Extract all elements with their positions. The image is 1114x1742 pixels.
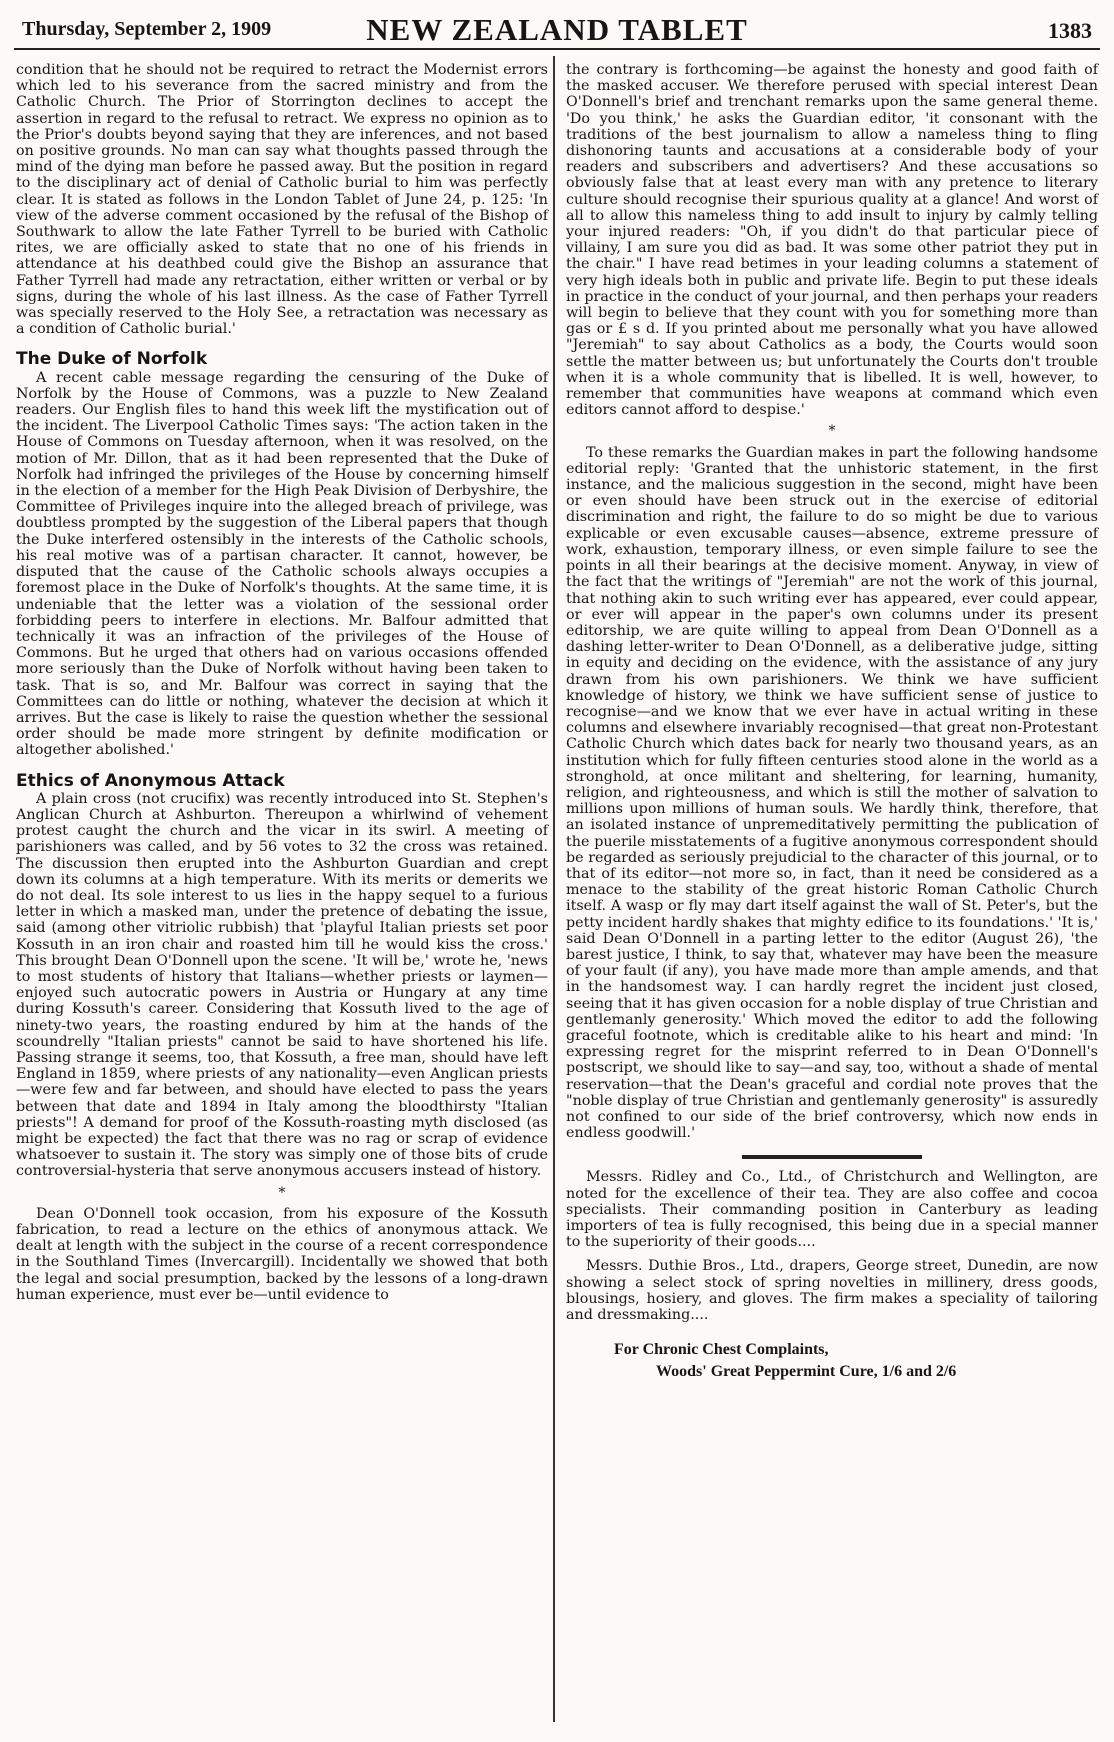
page-number: 1383 [1048, 18, 1092, 43]
newspaper-title: NEW ZEALAND TABLET [366, 12, 748, 47]
heading-ethics-of-anonymous-attack: Ethics of Anonymous Attack [16, 770, 285, 791]
section-separator: * [828, 423, 836, 440]
tyrrell-paragraph: condition that he should not be required to retract the Modernist errors which led to his severance from the sacred ministry and from the Catholic Church. The Prior of Storrington declines to accept the assertion in regard to the refusal to retract. We express no opinion as to the Prior's doubts beyond saying that they are inferences, and not based on positive grounds. No man can say what thoughts passed through the mind of the dying man before he passed away. But the position in regard to the disciplinary act of denial of Catholic burial to him was perfectly clear. It is stated as follows in the London Tablet of June 24, p. 125: 'In view of the adverse comment occasioned by the refusal of the Bishop of Southwark to allow the late Father Tyrrell to be buried with Catholic rites, we are officially asked to state that no one of his friends in attendance at his deathbed could give the Bishop an assurance that Father Tyrrell had made any retractation, either written or verbal or by signs, during the whole of his last illness. As the case of Father Tyrrell was specially reserved to the Holy See, a retractation was necessary as a condition of Catholic burial.' [16, 62, 548, 338]
issue-date: Thursday, September 2, 1909 [22, 18, 272, 40]
header-rule [14, 48, 1100, 50]
continuation-paragraph: the contrary is forthcoming—be against the honesty and good faith of the masked accuser. We therefore perused with special interest Dean O'Donnell's brief and trenchant remarks upon the same general theme. 'Do you think,' he asks the Guardian editor, 'it consonant with the traditions of the best journalism to allow a nameless thing to fling dishonoring taunts and accusations at a considerable body of your readers and subscribers and advertisers? And these accusations so obviously false that at least every man with any pretence to literary culture should recognise their spurious quality at a glance! And worst of all to allow this nameless thing to add insult to injury by calmly telling your injured readers: "Oh, if you didn't do that particular piece of villainy, I am sure you did as bad. It was some other patriot they put in the chair." I have read betimes in your leading columns a statement of very high ideals both in public and private life. Begin to put these ideals in practice in the conduct of your journal, and then perhaps your readers will begin to believe that they count with you for something more than gas or £ s d. If you printed about me personally what you have allowed "Jeremiah" to say about Catholics as a body, the Courts would soon settle the matter between us; but unfortunately the Courts don't trouble when it is a whole community that is libelled. It is well, however, to remember that communities have weapons at command which even editors cannot afford to despise.' [566, 62, 1098, 419]
right-column [566, 62, 1098, 1383]
advert-line-2: Woods' Great Peppermint Cure, 1/6 and 2/6 [656, 1363, 957, 1381]
left-column [16, 62, 548, 1303]
column-divider [553, 56, 555, 1722]
guardian-reply-paragraph: To these remarks the Guardian makes in part the following handsome editorial reply: 'Granted that the unhistoric statement, in the first instance, and the malicious suggestion in the second, might have been or even should have been struck out in the exercise of editorial discrimination and right, the failure to do so might be due to various explicable or even excusable causes—absence, extreme pressure of work, exhaustion, temporary illness, or even simple failure to see the points in all their bearings at the decisive moment. Anyway, in view of the fact that the writings of "Jeremiah" are not the work of this journal, that nothing akin to such writing ever has appeared, ever could appear, or ever will appear in the paper's own columns under its present editorship, we are quite willing to appeal from Dean O'Donnell as a dashing letter-writer to Dean O'Donnell, as a deliberative judge, sitting in equity and deciding on the evidence, with the assistance of any jury drawn from his own parishioners. We think we have sufficient knowledge of history, we think we have sufficient sense of justice to recognise—and we know that we ever have in actual writing in these columns and elsewhere invariably recognised—that great non-Protestant Catholic Church which dates back for nearly two thousand years, as an institution which for fully fifteen centuries stood alone in the world as a stronghold, at once militant and sheltering, for learning, humanity, religion, and righteousness, and which is still the mother of salvation to millions upon millions of human souls. We hardly think, therefore, that an isolated instance of unpremeditatively permitting the publication of the puerile misstatements of a fugitive anonymous correspondent should be regarded as seriously prejudicial to the character of this journal, or to that of its editor—not more so, in fact, than it need be considered as a menace to the stability of the great historic Roman Catholic Church itself. A wasp or fly may dart itself against the wall of St. Peter's, but the petty incident hardly shakes that mighty edifice to its foundations.' 'It is,' said Dean O'Donnell in a parting letter to the editor (August 26), 'the barest justice, I think, to say that, whatever may have been the measure of your fault (if any), you have made more than ample amends, and that in the handsomest way. I can hardly regret the incident just closed, seeing that it has given occasion for a noble display of true Christian and gentlemanly generosity.' Which moved the editor to add the following graceful footnote, which is creditable alike to his heart and mind: 'In expressing regret for the misprint referred to in Dean O'Donnell's postscript, we should like to say—and say, too, without a shade of mental reservation—that the Dean's graceful and cordial note proves that the "noble display of true Christian and gentlemanly generosity" is assuredly not confined to our side of the brief controversy, which now ends in endless goodwill.' [566, 444, 1098, 1142]
norfolk-paragraph: A recent cable message regarding the censuring of the Duke of Norfolk by the House of Commons, was a puzzle to New Zealand readers. Our English files to hand this week lift the mystification out of the incident. The Liverpool Catholic Times says: 'The action taken in the House of Commons on Tuesday afternoon, when it was resolved, on the motion of Mr. Dillon, that as it had been represented that the Duke of Norfolk had infringed the privileges of the House by concerning himself in the election of a member for the High Peak Division of Derbyshire, the Committee of Privileges inquire into the alleged breach of privilege, was doubtless prompted by the suggestion of the Liberal papers that though the Duke interfered ostensibly in the interests of the Catholic schools, his real motive was of a partisan character. It cannot, however, be disputed that the cause of the Catholic schools always occupies a foremost place in the Duke of Norfolk's thoughts. At the same time, it is undeniable that the letter was a violation of the sessional order forbidding peers to interfere in elections. Mr. Balfour admitted that technically it was an infraction of the privileges of the House of Commons. But he urged that others had on various occasions offended more seriously than the Duke of Norfolk without having been taken to task. That is so, and Mr. Balfour was correct in saying that the Committees can do little or nothing, whatever the decision at which it arrives. But the case is likely to raise the question whether the sessional order should be made more stringent by definite modification or altogether abolished.' [16, 369, 548, 759]
advert-ridley: Messrs. Ridley and Co., Ltd., of Christchurch and Wellington, are noted for the excellence of their tea. They are also coffee and cocoa specialists. Their commanding position in Canterbury as leading importers of tea is fully recognised, this being due in a special manner to the superiority of their goods.... [566, 1169, 1098, 1251]
page-header [14, 6, 1100, 46]
advert-duthie: Messrs. Duthie Bros., Ltd., drapers, George street, Dunedin, are now showing a select stock of spring novelties in millinery, dress goods, blousings, hosiery, and gloves. The firm makes a speciality of tailoring and dressmaking.... [566, 1258, 1098, 1324]
heading-duke-of-norfolk: The Duke of Norfolk [16, 349, 208, 370]
advertisements [566, 1169, 1098, 1323]
advert-line-1: For Chronic Chest Complaints, [614, 1341, 829, 1359]
advert-rule [742, 1155, 922, 1159]
section-separator: * [278, 1184, 286, 1201]
advert-peppermint-cure [566, 1339, 1098, 1383]
ashburton-paragraph: A plain cross (not crucifix) was recently introduced into St. Stephen's Anglican Church at Ashburton. Thereupon a whirlwind of vehement protest caught the church and the vicar in its swirl. A meeting of parishioners was called, and by 56 votes to 32 the cross was retained. The discussion then erupted into the Ashburton Guardian and crept down its columns at a high temperature. With its merits or demerits we do not deal. Its sole interest to us lies in the happy sequel to a furious letter in which a masked man, under the pretence of debating the issue, said (among other vitriolic rubbish) that 'playful Italian priests set poor Kossuth in an iron chair and roasted him till he would kiss the cross.' This brought Dean O'Donnell upon the scene. 'It will be,' wrote he, 'news to most students of history that Italians—whether priests or laymen—enjoyed such autocratic powers in Austria or Hungary at any time during Kossuth's career. Considering that Kossuth lived to the age of ninety-two years, the roasting endured by him at the hands of the scoundrelly "Italian priests" cannot be said to have shortened his life. Passing strange it seems, too, that Kossuth, a free man, should have left England in 1859, where priests of any nationality—even Anglican priests—were few and far between, and should have elected to pass the years between that date and 1894 in Italy among the bloodthirsty "Italian priests"! A demand for proof of the Kossuth-roasting myth disclosed (as might be expected) the fact that there was no rag or scrap of evidence whatsoever to sustain it. The story was simply one of those bits of crude controversial-hysteria that serve anonymous accusers instead of history. [16, 790, 548, 1180]
dean-odonnell-paragraph: Dean O'Donnell took occasion, from his exposure of the Kossuth fabrication, to read a lecture on the ethics of anonymous attack. We dealt at length with the subject in the course of a recent correspondence in the Southland Times (Invercargill). Incidentally we showed that both the legal and social presumption, backed by the lessons of a long-drawn human experience, must ever be—until evidence to [16, 1205, 548, 1303]
